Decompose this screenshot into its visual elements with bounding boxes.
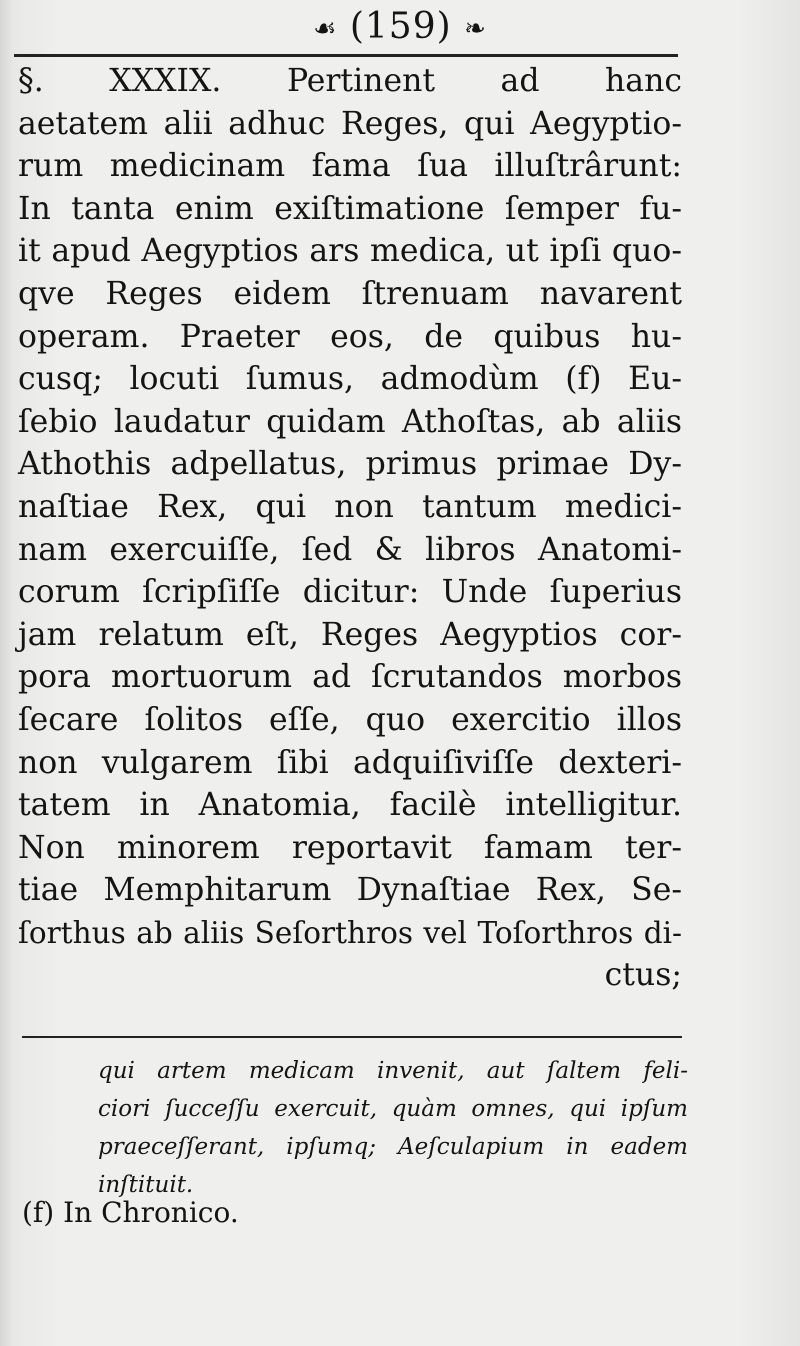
text-line: jam relatum eſt, Reges Aegyptios cor- [18, 616, 682, 653]
text-line: naſtiae Rex, qui non tantum medici- [18, 488, 682, 525]
text-line: ſecare ſolitos eſſe, quo exercitio illos [18, 701, 682, 738]
left-ornament-icon: ☙ [313, 14, 338, 44]
page-header [0, 6, 800, 47]
text-line: corum ſcripſiſſe dicitur: Unde ſuperius [18, 574, 682, 611]
right-ornament-icon: ❧ [464, 14, 487, 44]
text-line: operam. Praeter eos, de quibus hu- [18, 318, 682, 355]
continued-note [98, 1052, 688, 1204]
text-line: non vulgarem ſibi adquiſiviſſe dexteri- [18, 744, 682, 781]
text-line: ſebio laudatur quidam Athoſtas, ab aliis [18, 403, 682, 440]
text-line: cusq; locuti ſumus, admodùm (f) Eu- [18, 361, 682, 398]
text-line: tatem in Anatomia, facilè intelligitur. [18, 787, 682, 824]
main-text [18, 60, 682, 997]
text-line: nam exercuiſſe, ſed & libros Anatomi- [18, 531, 682, 568]
footnote-f: (f) In Chronico. [22, 1196, 239, 1229]
text-line: §. XXXIX. Pertinent ad hanc [18, 63, 682, 99]
text-line: qve Reges eidem ſtrenuam navarent [18, 275, 682, 312]
text-line: aetatem alii adhuc Reges, qui Aegyptio- [18, 105, 682, 142]
note-line: qui artem medicam invenit, aut ſaltem feli- [98, 1058, 688, 1084]
note-line: ciori ſucceſſu exercuit, quàm omnes, qui ipſum [98, 1096, 688, 1122]
footnote-rule [22, 1036, 682, 1038]
page-number: (159) [349, 6, 452, 47]
header-rule [14, 54, 678, 57]
text-line: it apud Aegyptios ars medica, ut ipſi quo- [18, 233, 682, 270]
note-line: praeceſſerant, ipſumq; Aeſculapium in eadem [98, 1134, 688, 1160]
text-line: Athothis adpellatus, primus primae Dy- [18, 446, 682, 483]
text-line: ctus; [604, 957, 682, 994]
text-line: Non minorem reportavit famam ter- [18, 829, 682, 866]
text-line: rum medicinam fama ſua illuſtrârunt: [18, 148, 682, 185]
text-line: tiae Memphitarum Dynaſtiae Rex, Se- [18, 872, 682, 909]
text-line: In tanta enim exiſtimatione ſemper fu- [18, 190, 682, 227]
text-line: ſorthus ab aliis Seſorthros vel Toſorthros di- [18, 915, 682, 950]
note-line: inſtituit. [98, 1172, 194, 1198]
text-line: pora mortuorum ad ſcrutandos morbos [18, 659, 682, 696]
